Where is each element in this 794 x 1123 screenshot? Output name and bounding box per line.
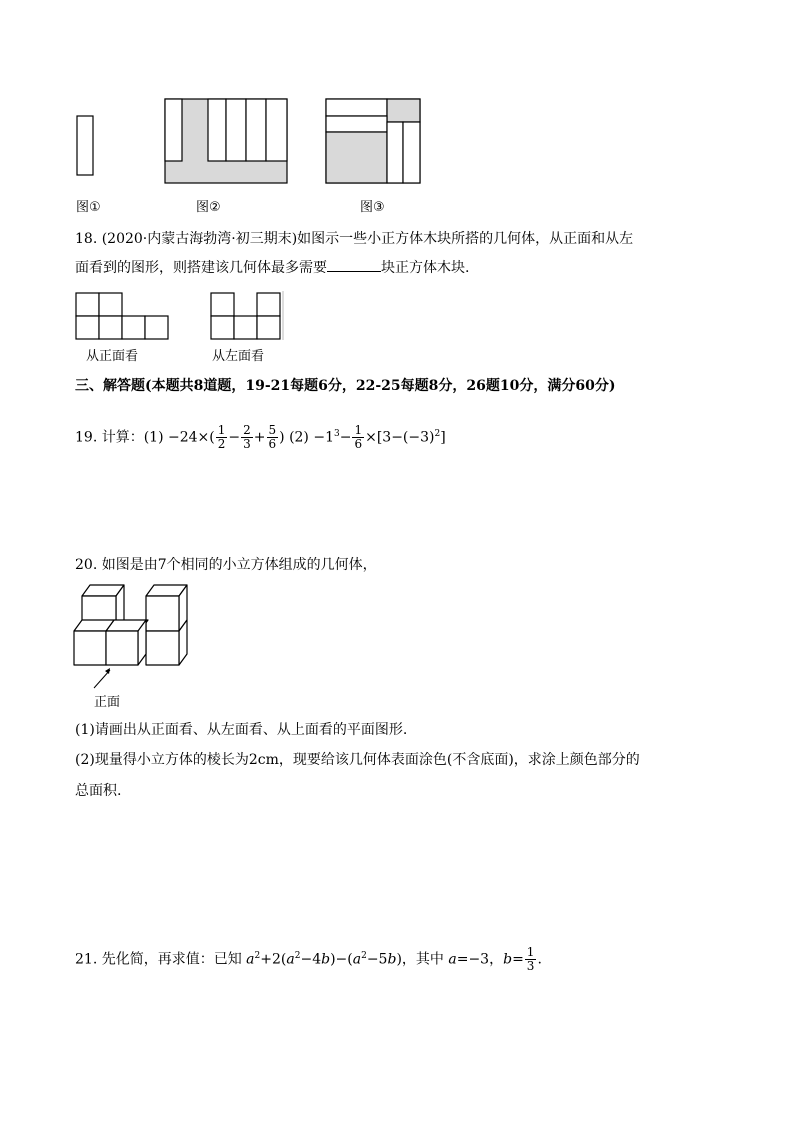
q21-minus4: −4 [300, 951, 322, 968]
q20-part2-line2: 总面积. [75, 783, 122, 799]
q18-answer-blank[interactable] [327, 259, 381, 272]
fig2-label: 图② [196, 200, 221, 215]
q21-lead: 先化简，再求值：已知 [101, 951, 242, 968]
q18-text-line1: (2020·内蒙古海勃湾·初三期末)如图示一些小正方体木块所搭的几何体，从正面和从左 [101, 231, 634, 247]
q18-line2 [75, 259, 469, 277]
q18-text-line2-a: 面看到的图形，则搭建该几何体最多需要 [75, 260, 327, 276]
q21-number: 21. [75, 951, 98, 968]
q18-views [74, 290, 286, 340]
q19-line [75, 417, 446, 455]
q21-minus5: −5 [366, 951, 388, 968]
q19-fraction-1: $\frac{1}{2}$ [217, 423, 226, 452]
fig3-shape [326, 99, 420, 183]
q19-fraction-2: $\frac{2}{3}$ [243, 423, 251, 452]
q19-part2-close: ] [440, 429, 446, 446]
q19-fraction-3: $\frac{5}{6}$ [268, 423, 277, 452]
q21-var-b1: b [321, 951, 331, 968]
q18-text-line2-b: 块正方体木块. [381, 260, 470, 276]
q21-paren: )−( [330, 951, 353, 968]
q19-part2-minus: − [339, 429, 352, 446]
q19-part1-prefix: (1) −24×( [143, 429, 215, 446]
q21-b-equals: = [512, 951, 524, 968]
q19-exp2: 2 [434, 429, 441, 439]
q19-part2-prefix: (2) −1 [289, 429, 334, 446]
q21-var-a2: a [286, 951, 295, 968]
q21-var-b2: b [387, 951, 397, 968]
q20-part2-line1: (2)现量得小立方体的棱长为2cm，现要给该几何体表面涂色(不含底面)，求涂上颜色部分的 [75, 752, 640, 768]
q21-a-name: a [448, 951, 457, 968]
q19-close: ) [279, 429, 285, 446]
front-view-grid [76, 293, 168, 339]
q18-number: 18. [75, 231, 98, 247]
q21-var-a3: a [352, 951, 362, 968]
q19-lead: 计算： [101, 429, 144, 446]
q19-fraction-4: $\frac{1}{6}$ [354, 423, 363, 452]
q21-where: )，其中 [396, 951, 444, 968]
q21-plus2: +2( [260, 951, 287, 968]
q21-b-fraction: $\frac{1}{3}$ [526, 945, 535, 974]
top-figures [60, 90, 440, 190]
q20-front-label: 正面 [94, 695, 121, 710]
q20-cube-figure [70, 580, 200, 690]
q21-var-a1: a [246, 951, 255, 968]
fig2-shape [165, 99, 287, 183]
q19-plus: + [253, 429, 266, 446]
q21-a-value: =−3， [456, 951, 504, 968]
fig1-label: 图① [76, 200, 101, 215]
q18-front-label: 从正面看 [86, 349, 139, 364]
fig1-rectangle [77, 116, 93, 175]
q19-exp: 3 [333, 429, 340, 439]
q21-line: 21. 先化简，再求值：已知 $a^2+2(a^2-4b)-(a^2-5b)$，其中 a=−3，b= $\frac{1}{3}$ . [75, 945, 542, 974]
fig3-label: 图③ [360, 200, 385, 215]
q19-number: 19. [75, 429, 98, 446]
q20-part1: (1)请画出从正面看、从左面看、从上面看的平面图形. [75, 722, 408, 738]
q19-minus: − [228, 429, 241, 446]
q18-line1 [75, 230, 633, 248]
q21-end: . [537, 951, 542, 968]
section3-heading: 三、解答题(本题共8道题，19-21每题6分，22-25每题8分，26题10分，满分60分) [75, 378, 616, 394]
q20-line [75, 556, 377, 574]
q19-part2-bracket: ×[3−(−3) [365, 429, 435, 446]
q21-b-name: b [503, 951, 513, 968]
left-view-grid [211, 293, 280, 339]
q20-number: 20. [75, 557, 98, 573]
q20-text: 如图是由7个相同的小立方体组成的几何体， [101, 557, 377, 573]
q18-left-label: 从左面看 [212, 349, 265, 364]
